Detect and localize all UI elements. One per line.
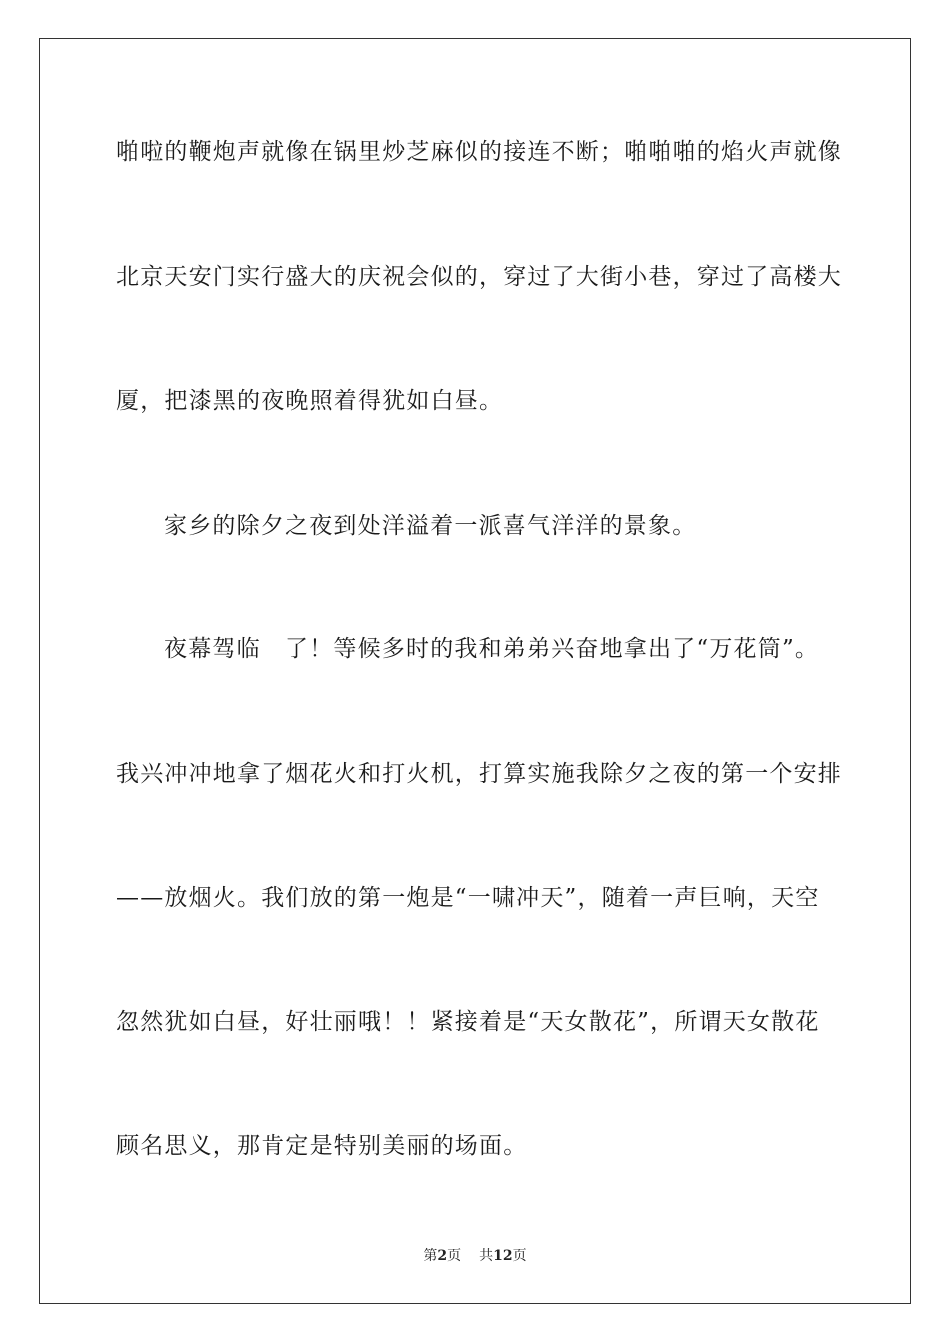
text-line-6: 我兴冲冲地拿了烟花火和打火机，打算实施我除夕之夜的第一个安排 (116, 761, 842, 787)
text-line-2: 北京天安门实行盛大的庆祝会似的，穿过了大街小巷，穿过了高楼大 (116, 264, 842, 290)
page-number-unit: 页 (447, 1248, 462, 1264)
page-total-unit: 页 (512, 1248, 527, 1264)
page-total-count: 12 (493, 1248, 513, 1264)
text-line-9: 顾名思义，那肯定是特别美丽的场面。 (116, 1133, 528, 1159)
text-line-3: 厦，把漆黑的夜晚照着得犹如白昼。 (116, 388, 504, 414)
page-footer (0, 1247, 950, 1265)
text-line-4: 家乡的除夕之夜到处洋溢着一派喜气洋洋的景象。 (164, 513, 697, 539)
text-line-7: ——放烟火。我们放的第一炮是“一啸冲天”，随着一声巨响，天空 (116, 885, 820, 911)
page-total-prefix: 共 (479, 1248, 494, 1264)
page-number-current: 2 (437, 1248, 448, 1264)
text-line-8: 忽然犹如白昼，好壮丽哦！！紧接着是“天女散花”，所谓天女散花 (116, 1009, 820, 1035)
text-line-1: 啪啦的鞭炮声就像在锅里炒芝麻似的接连不断；啪啪啪的焰火声就像 (116, 139, 842, 165)
page-border (39, 38, 911, 1304)
page-number-prefix: 第 (423, 1248, 438, 1264)
text-line-5: 夜幕驾临 了！等候多时的我和弟弟兴奋地拿出了“万花筒”。 (164, 636, 820, 662)
